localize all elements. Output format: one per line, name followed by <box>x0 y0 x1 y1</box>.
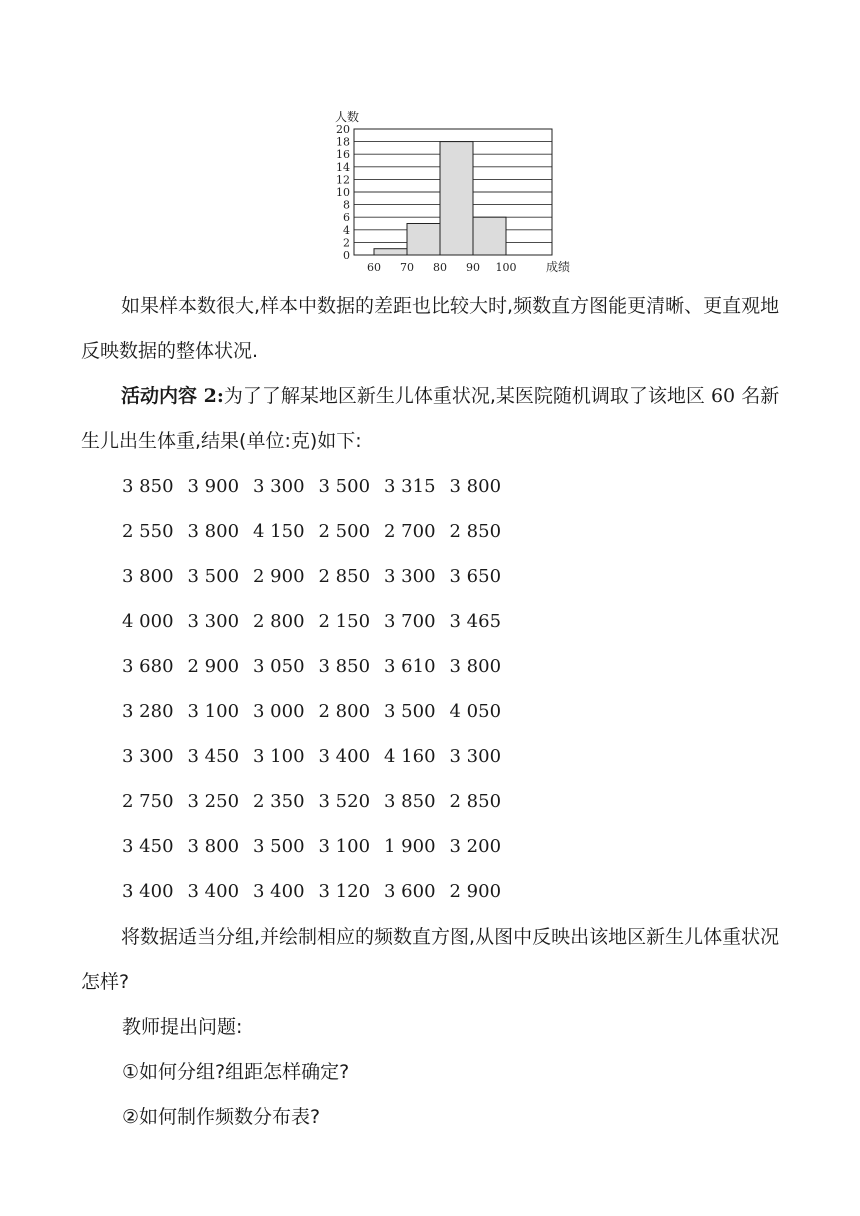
table-row <box>122 644 515 689</box>
weight-cell: 4 050 <box>449 701 502 722</box>
weight-cell: 3 450 <box>187 746 240 767</box>
histogram-bar <box>374 249 407 255</box>
weight-cell: 3 400 <box>122 881 174 902</box>
y-tick-label: 20 <box>336 123 350 136</box>
x-tick-label: 100 <box>495 261 517 274</box>
table-row <box>122 869 515 914</box>
weight-cell: 4 160 <box>384 746 436 767</box>
weight-cell: 3 315 <box>384 476 436 497</box>
activity-text-b: 名新生儿出生体重,结果(单位:克)如下: <box>81 385 780 452</box>
weight-cell: 2 800 <box>253 611 305 632</box>
weight-cell: 2 900 <box>187 656 240 677</box>
weight-cell: 2 850 <box>449 521 502 542</box>
table-row <box>122 554 515 599</box>
table-row <box>122 824 515 869</box>
weight-cell: 3 450 <box>122 836 174 857</box>
y-tick-label: 10 <box>336 186 350 199</box>
activity-number: 2: <box>197 385 224 407</box>
weight-cell: 1 900 <box>384 836 436 857</box>
table-row <box>122 689 515 734</box>
weight-cell: 3 100 <box>187 701 240 722</box>
activity-label: 活动内容 <box>121 385 198 407</box>
y-tick-label: 6 <box>343 211 350 225</box>
weight-cell: 3 050 <box>253 656 305 677</box>
weight-cell: 3 000 <box>253 701 305 722</box>
histogram-bar <box>407 224 440 256</box>
table-row <box>122 734 515 779</box>
activity-text-a: 为了了解某地区新生儿体重状况,某医院随机调取了该地区 <box>223 385 711 407</box>
task-text: 将数据适当分组,并绘制相应的频数直方图,从图中反映出该地区新生儿体重状况怎样? <box>81 926 780 993</box>
weight-cell: 3 800 <box>187 836 240 857</box>
weight-cell: 3 400 <box>318 746 371 767</box>
weight-cell: 3 465 <box>449 611 502 632</box>
weight-cell: 2 500 <box>318 521 371 542</box>
weight-cell: 2 850 <box>449 791 502 812</box>
paragraph-activity-2 <box>81 374 781 464</box>
weight-cell: 3 700 <box>384 611 436 632</box>
weight-cell: 3 300 <box>122 746 174 767</box>
histogram-bar <box>473 217 506 255</box>
y-tick-label: 12 <box>336 173 350 187</box>
weight-cell: 3 400 <box>187 881 240 902</box>
weight-cell: 3 850 <box>122 476 174 497</box>
y-tick-label: 2 <box>343 236 350 250</box>
weight-cell: 3 100 <box>253 746 305 767</box>
weight-cell: 3 300 <box>187 611 240 632</box>
weight-cell: 2 750 <box>122 791 174 812</box>
y-tick-label: 18 <box>336 135 350 149</box>
x-tick-label: 90 <box>466 261 480 274</box>
weight-cell: 3 850 <box>318 656 371 677</box>
x-axis-label: 成绩 <box>546 260 571 274</box>
weight-cell: 2 700 <box>384 521 436 542</box>
x-tick-labels <box>367 261 517 274</box>
weight-cell: 3 650 <box>449 566 502 587</box>
table-row <box>122 464 515 509</box>
y-tick-labels <box>336 123 350 262</box>
weight-cell: 3 680 <box>122 656 174 677</box>
weight-cell: 3 300 <box>253 476 305 497</box>
weight-cell: 3 250 <box>187 791 240 812</box>
sample-count: 60 <box>710 385 736 407</box>
weight-cell: 2 150 <box>318 611 371 632</box>
table-row <box>122 779 515 824</box>
weight-cell: 2 550 <box>122 521 174 542</box>
weight-cell: 3 200 <box>449 836 502 857</box>
weight-cell: 2 850 <box>318 566 371 587</box>
weight-cell: 3 500 <box>253 836 305 857</box>
question-2: ②如何制作频数分布表? <box>122 1106 321 1128</box>
weight-cell: 3 800 <box>187 521 240 542</box>
weight-cell: 3 800 <box>122 566 174 587</box>
histogram-chart <box>326 104 586 276</box>
weight-cell: 3 500 <box>187 566 240 587</box>
y-tick-label: 8 <box>343 198 350 212</box>
histogram-bar <box>440 142 473 255</box>
weight-cell: 3 120 <box>318 881 371 902</box>
weight-cell: 3 900 <box>187 476 240 497</box>
weight-cell: 3 500 <box>318 476 371 497</box>
y-tick-label: 0 <box>343 249 350 262</box>
chart-bars <box>374 142 506 255</box>
weight-cell: 3 800 <box>449 476 502 497</box>
weight-cell: 3 100 <box>318 836 371 857</box>
weight-cell: 3 800 <box>449 656 502 677</box>
weight-cell: 3 850 <box>384 791 436 812</box>
question-1: ①如何分组?组距怎样确定? <box>122 1061 350 1083</box>
weight-cell: 3 280 <box>122 701 174 722</box>
teacher-question-intro: 教师提出问题: <box>122 1016 243 1038</box>
y-tick-label: 16 <box>336 148 350 162</box>
weight-cell: 3 610 <box>384 656 436 677</box>
paragraph-task <box>81 915 781 1005</box>
weight-cell: 2 900 <box>253 566 305 587</box>
weight-cell: 4 000 <box>122 611 174 632</box>
x-tick-label: 60 <box>367 261 381 274</box>
table-row <box>122 509 515 554</box>
weight-cell: 2 800 <box>318 701 371 722</box>
y-tick-label: 4 <box>343 223 350 237</box>
table-row <box>122 599 515 644</box>
x-tick-label: 80 <box>433 261 447 274</box>
weight-cell: 4 150 <box>253 521 305 542</box>
weight-cell: 3 520 <box>318 791 371 812</box>
weight-cell: 3 300 <box>384 566 436 587</box>
y-axis-label: 人数 <box>335 110 360 124</box>
y-tick-label: 14 <box>336 160 350 174</box>
birth-weight-table <box>122 464 515 914</box>
weight-cell: 3 400 <box>253 881 305 902</box>
paragraph-text: 如果样本数很大,样本中数据的差距也比较大时,频数直方图能更清晰、更直观地反映数据的整体状况. <box>81 295 780 362</box>
weight-cell: 3 600 <box>384 881 436 902</box>
weight-cell: 2 900 <box>449 881 502 902</box>
weight-cell: 3 300 <box>449 746 502 767</box>
weight-cell: 3 500 <box>384 701 436 722</box>
paragraph-histogram-advantage <box>81 284 781 374</box>
weight-cell: 2 350 <box>253 791 305 812</box>
x-tick-label: 70 <box>400 261 414 274</box>
